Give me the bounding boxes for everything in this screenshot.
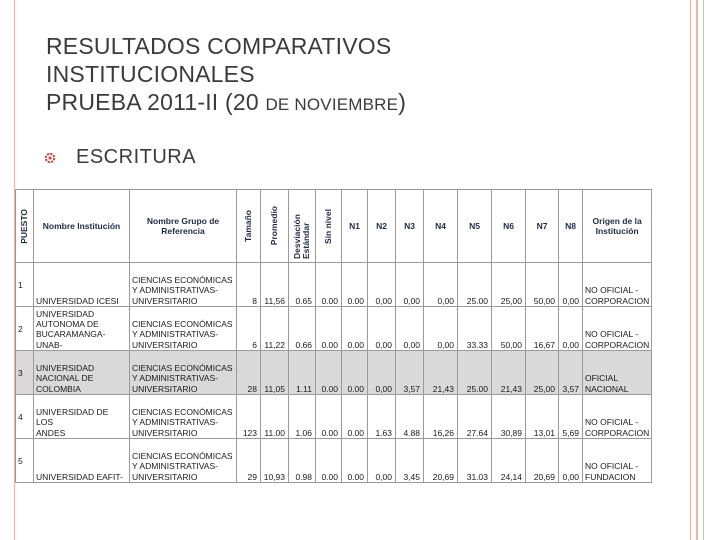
header-n8: N8 — [559, 190, 583, 263]
grupo-line: Y ADMINISTRATIVAS- — [132, 285, 218, 296]
origen-line: FUNDACION — [585, 471, 636, 482]
cell-n5: 25.00 — [458, 263, 492, 307]
cell-puesto: 3 — [16, 351, 34, 395]
cell-n2: 0,00 — [368, 439, 396, 483]
cell-tamano: 8 — [237, 263, 261, 307]
cell-grupo — [130, 307, 237, 351]
table-row — [16, 263, 652, 307]
cell-n2: 0,00 — [368, 263, 396, 307]
institucion-line: UNIVERSIDAD — [36, 363, 95, 374]
origen-line: CORPORACION — [585, 339, 650, 350]
cell-n1: 0.00 — [342, 351, 368, 395]
cell-promedio: 11,05 — [261, 351, 289, 395]
bullet-text: ESCRITURA — [76, 146, 197, 168]
header-n1: N1 — [342, 190, 368, 263]
cell-origen — [583, 351, 652, 395]
gear-bullet-icon — [44, 152, 56, 164]
cell-origen — [583, 263, 652, 307]
institucion-line: BUCARAMANGA- — [36, 329, 106, 340]
grupo-line: Y ADMINISTRATIVAS- — [132, 461, 218, 472]
cell-puesto: 2 — [16, 307, 34, 351]
cell-origen — [583, 439, 652, 483]
cell-n1: 0.00 — [342, 263, 368, 307]
cell-grupo — [130, 351, 237, 395]
cell-tamano: 123 — [237, 395, 261, 439]
institucion-line: NACIONAL DE — [36, 373, 94, 384]
cell-grupo — [130, 263, 237, 307]
cell-n4: 16,26 — [424, 395, 458, 439]
cell-institucion — [34, 263, 130, 307]
cell-desviacion: 0.66 — [289, 307, 316, 351]
header-n4: N4 — [424, 190, 458, 263]
header-n5: N5 — [458, 190, 492, 263]
cell-puesto: 4 — [16, 395, 34, 439]
cell-tamano: 6 — [237, 307, 261, 351]
cell-n8: 0,00 — [559, 307, 583, 351]
cell-n5: 27.64 — [458, 395, 492, 439]
table-row — [16, 395, 652, 439]
cell-origen — [583, 307, 652, 351]
cell-n7: 16,67 — [526, 307, 559, 351]
cell-n4: 0,00 — [424, 263, 458, 307]
cell-desviacion: 1.11 — [289, 351, 316, 395]
grupo-line: CIENCIAS ECONÓMICAS — [132, 319, 233, 330]
cell-puesto: 5 — [16, 439, 34, 483]
grupo-line: CIENCIAS ECONÓMICAS — [132, 275, 233, 286]
header-nombre: Nombre Institución — [34, 190, 130, 263]
cell-n1: 0.00 — [342, 439, 368, 483]
cell-origen — [583, 395, 652, 439]
cell-n4: 0,00 — [424, 307, 458, 351]
grupo-line: UNIVERSITARIO — [132, 295, 198, 306]
grupo-line: UNIVERSITARIO — [132, 471, 198, 482]
origen-line: OFICIAL — [585, 373, 619, 384]
cell-n7: 50,00 — [526, 263, 559, 307]
table-row — [16, 439, 652, 483]
header-n6: N6 — [492, 190, 526, 263]
cell-institucion — [34, 395, 130, 439]
cell-sin-nivel: 0.00 — [316, 307, 342, 351]
institucion-line: UNIVERSIDAD ICESI — [36, 295, 119, 306]
institucion-line: UNIVERSIDAD EAFIT- — [36, 471, 123, 482]
slide-title — [46, 32, 646, 119]
cell-n5: 25.00 — [458, 351, 492, 395]
grupo-line: UNIVERSITARIO — [132, 383, 198, 394]
cell-n6: 24,14 — [492, 439, 526, 483]
header-grupo: Nombre Grupo de Referencia — [130, 190, 237, 263]
table-row — [16, 351, 652, 395]
header-tamano: Tamaño — [237, 190, 261, 263]
cell-promedio: 11.00 — [261, 395, 289, 439]
cell-n8: 5,69 — [559, 395, 583, 439]
cell-n8: 0,00 — [559, 263, 583, 307]
table-row — [16, 307, 652, 351]
cell-n6: 21,43 — [492, 351, 526, 395]
institucion-line: UNIVERSIDAD DE LOS — [36, 407, 109, 428]
grupo-line: CIENCIAS ECONÓMICAS — [132, 407, 233, 418]
cell-n6: 30,89 — [492, 395, 526, 439]
cell-n2: 1.63 — [368, 395, 396, 439]
institucion-line: UNAB- — [36, 339, 63, 350]
cell-n5: 31.03 — [458, 439, 492, 483]
cell-n8: 3,57 — [559, 351, 583, 395]
title-line-1: RESULTADOS COMPARATIVOS — [46, 33, 392, 59]
origen-line: NO OFICIAL - — [585, 285, 639, 296]
header-puesto: PUESTO — [16, 190, 34, 263]
cell-n2: 0,00 — [368, 307, 396, 351]
cell-n7: 13,01 — [526, 395, 559, 439]
origen-line: NACIONAL — [585, 383, 629, 394]
cell-promedio: 11,22 — [261, 307, 289, 351]
header-desviacion: Desviación Estándar — [289, 190, 316, 263]
cell-promedio: 10,93 — [261, 439, 289, 483]
header-sin-nivel: Sin nivel — [316, 190, 342, 263]
cell-n1: 0.00 — [342, 395, 368, 439]
header-promedio: Promedio — [261, 190, 289, 263]
origen-line: CORPORACION — [585, 427, 650, 438]
origen-line: NO OFICIAL - — [585, 329, 639, 340]
grupo-line: Y ADMINISTRATIVAS- — [132, 373, 218, 384]
right-border-decoration — [686, 0, 720, 540]
bullet-item — [44, 146, 196, 169]
origen-line: NO OFICIAL - — [585, 461, 639, 472]
institucion-line: AUTONOMA DE — [36, 319, 99, 330]
cell-sin-nivel: 0.00 — [316, 351, 342, 395]
institucion-line: ANDES — [36, 427, 66, 438]
cell-n7: 20,69 — [526, 439, 559, 483]
cell-institucion — [34, 307, 130, 351]
cell-n5: 33.33 — [458, 307, 492, 351]
cell-n1: 0.00 — [342, 307, 368, 351]
header-n3: N3 — [396, 190, 424, 263]
cell-n3: 4.88 — [396, 395, 424, 439]
title-line-2: INSTITUCIONALES — [46, 61, 255, 87]
cell-n8: 0,00 — [559, 439, 583, 483]
cell-n7: 25,00 — [526, 351, 559, 395]
cell-n6: 50,00 — [492, 307, 526, 351]
title-line-3: PRUEBA 2011-II (20 DE NOVIEMBRE) — [46, 89, 407, 115]
grupo-line: CIENCIAS ECONÓMICAS — [132, 451, 233, 462]
origen-line: NO OFICIAL - — [585, 417, 639, 428]
cell-n4: 20,69 — [424, 439, 458, 483]
cell-n3: 0,00 — [396, 263, 424, 307]
institucion-line: UNIVERSIDAD — [36, 308, 95, 319]
cell-desviacion: 0.65 — [289, 263, 316, 307]
cell-n4: 21,43 — [424, 351, 458, 395]
cell-institucion — [34, 439, 130, 483]
cell-grupo — [130, 395, 237, 439]
cell-sin-nivel: 0.00 — [316, 439, 342, 483]
header-n7: N7 — [526, 190, 559, 263]
header-n2: N2 — [368, 190, 396, 263]
cell-sin-nivel: 0.00 — [316, 263, 342, 307]
header-origen: Origen de la Institución — [583, 190, 652, 263]
cell-desviacion: 1.06 — [289, 395, 316, 439]
origen-line: CORPORACION — [585, 295, 650, 306]
grupo-line: Y ADMINISTRATIVAS- — [132, 329, 218, 340]
cell-promedio: 11,56 — [261, 263, 289, 307]
grupo-line: Y ADMINISTRATIVAS- — [132, 417, 218, 428]
cell-grupo — [130, 439, 237, 483]
cell-n2: 0,00 — [368, 351, 396, 395]
grupo-line: UNIVERSITARIO — [132, 427, 198, 438]
cell-sin-nivel: 0.00 — [316, 395, 342, 439]
cell-n6: 25,00 — [492, 263, 526, 307]
cell-tamano: 28 — [237, 351, 261, 395]
grupo-line: CIENCIAS ECONÓMICAS — [132, 363, 233, 374]
institucion-line: COLOMBIA — [36, 383, 81, 394]
cell-tamano: 29 — [237, 439, 261, 483]
results-table — [15, 189, 652, 483]
cell-institucion — [34, 351, 130, 395]
cell-n3: 3,45 — [396, 439, 424, 483]
cell-n3: 3,57 — [396, 351, 424, 395]
table-header-row — [16, 190, 652, 263]
cell-n3: 0,00 — [396, 307, 424, 351]
grupo-line: UNIVERSITARIO — [132, 339, 198, 350]
cell-puesto: 1 — [16, 263, 34, 307]
cell-desviacion: 0.98 — [289, 439, 316, 483]
